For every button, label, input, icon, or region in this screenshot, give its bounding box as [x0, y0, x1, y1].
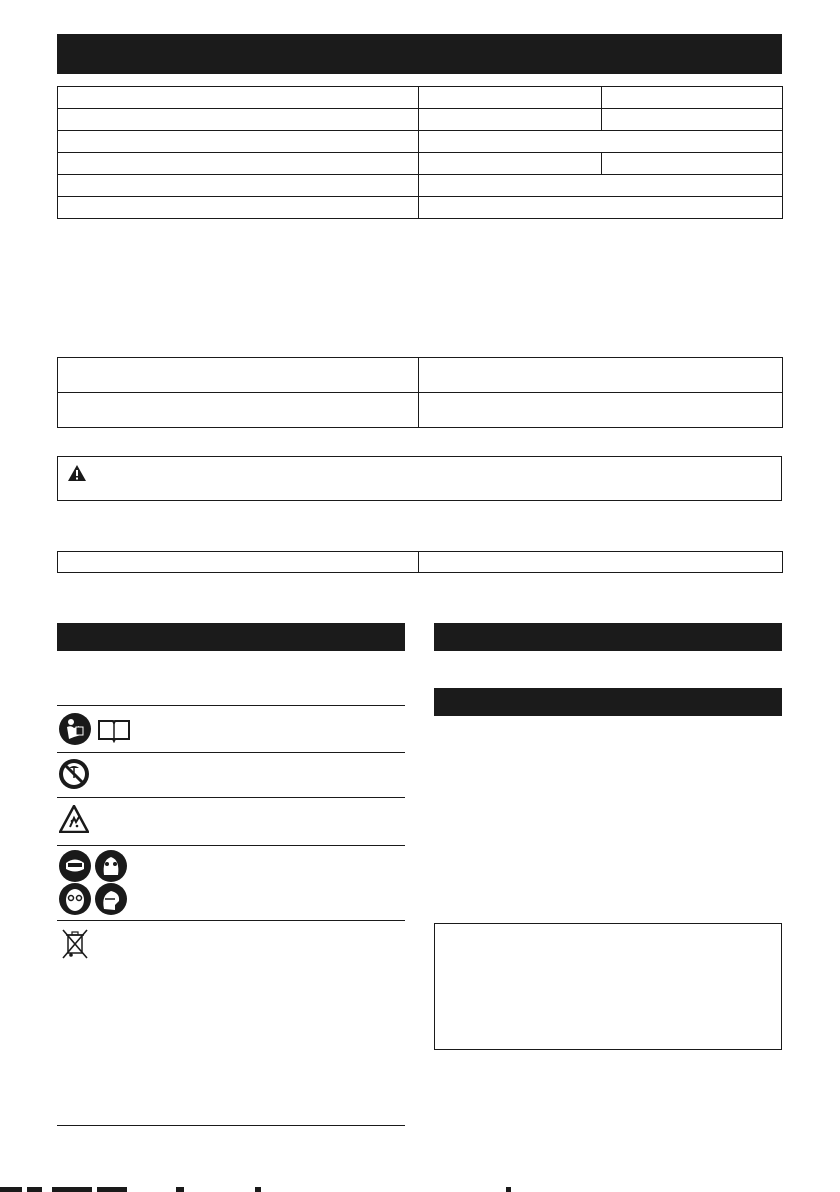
- specifications-heading-bar: [57, 34, 782, 74]
- flying-debris-warning-icon: [59, 805, 89, 833]
- table-row: [58, 87, 783, 109]
- spec-value: [419, 87, 602, 109]
- footer-mark: [27, 1187, 42, 1192]
- footer-mark: [176, 1187, 184, 1192]
- crossed-out-wheelie-bin-icon: [61, 928, 89, 960]
- spec-label: [58, 109, 419, 131]
- table-row: [58, 552, 783, 573]
- spec-label: [58, 175, 419, 197]
- noise-label: [58, 393, 419, 428]
- spec-value: [419, 175, 783, 197]
- table-row: [58, 393, 783, 428]
- spec-label: [58, 87, 419, 109]
- footer-mark: [0, 1187, 22, 1192]
- warning-box: [57, 456, 782, 501]
- table-row: [58, 131, 783, 153]
- specifications-table: [57, 86, 783, 219]
- spec-value: [419, 197, 783, 219]
- symbol-row-weee: [61, 928, 91, 962]
- safety-warnings-heading-bar: [434, 688, 782, 716]
- helmet-icon: [95, 883, 127, 915]
- symbols-heading-bar: [57, 623, 405, 651]
- table-row: [58, 197, 783, 219]
- footer-mark: [52, 1187, 92, 1192]
- table-row: [58, 109, 783, 131]
- noise-value: [419, 393, 783, 428]
- safety-warnings-heading: [434, 694, 442, 710]
- symbol-row-no-rain: [59, 759, 93, 791]
- footer-mark: [255, 1187, 261, 1192]
- footer-mark: [506, 1187, 511, 1192]
- spec-value: [602, 87, 783, 109]
- ear-protection-icon: [95, 850, 127, 882]
- notice-box: [434, 923, 782, 1050]
- read-manual-person-icon: [59, 713, 91, 745]
- noise-table: [57, 357, 783, 428]
- warning-triangle-icon: [68, 465, 86, 481]
- symbols-heading: [57, 629, 65, 645]
- symbol-row-ppe: [59, 850, 129, 914]
- symbols-divider: [57, 920, 405, 921]
- noise-label: [58, 358, 419, 393]
- symbol-row-debris-warning: [59, 805, 93, 837]
- specifications-heading: [57, 45, 67, 62]
- intended-use-heading-bar: [434, 623, 782, 651]
- intended-use-heading: [434, 629, 442, 645]
- eye-protection-icon: [59, 850, 91, 882]
- table-row: [58, 358, 783, 393]
- spec-value: [602, 109, 783, 131]
- table-row: [58, 175, 783, 197]
- symbols-divider: [57, 705, 405, 706]
- symbols-divider: [57, 752, 405, 753]
- spec-label: [58, 131, 419, 153]
- symbol-row-read-manual: [59, 713, 169, 745]
- symbols-divider: [57, 797, 405, 798]
- open-book-icon: [97, 717, 131, 743]
- vibration-value: [419, 552, 783, 573]
- spec-value: [602, 153, 783, 175]
- spec-value: [419, 109, 602, 131]
- face-shield-icon: [59, 883, 91, 915]
- footer-mark: [97, 1187, 127, 1192]
- noise-value: [419, 358, 783, 393]
- symbols-divider: [57, 1125, 405, 1126]
- vibration-table: [57, 551, 783, 573]
- no-rain-icon: [59, 759, 89, 789]
- spec-value: [419, 153, 602, 175]
- table-row: [58, 153, 783, 175]
- symbols-divider: [57, 845, 405, 846]
- vibration-label: [58, 552, 419, 573]
- spec-label: [58, 197, 419, 219]
- spec-label: [58, 153, 419, 175]
- spec-value: [419, 131, 783, 153]
